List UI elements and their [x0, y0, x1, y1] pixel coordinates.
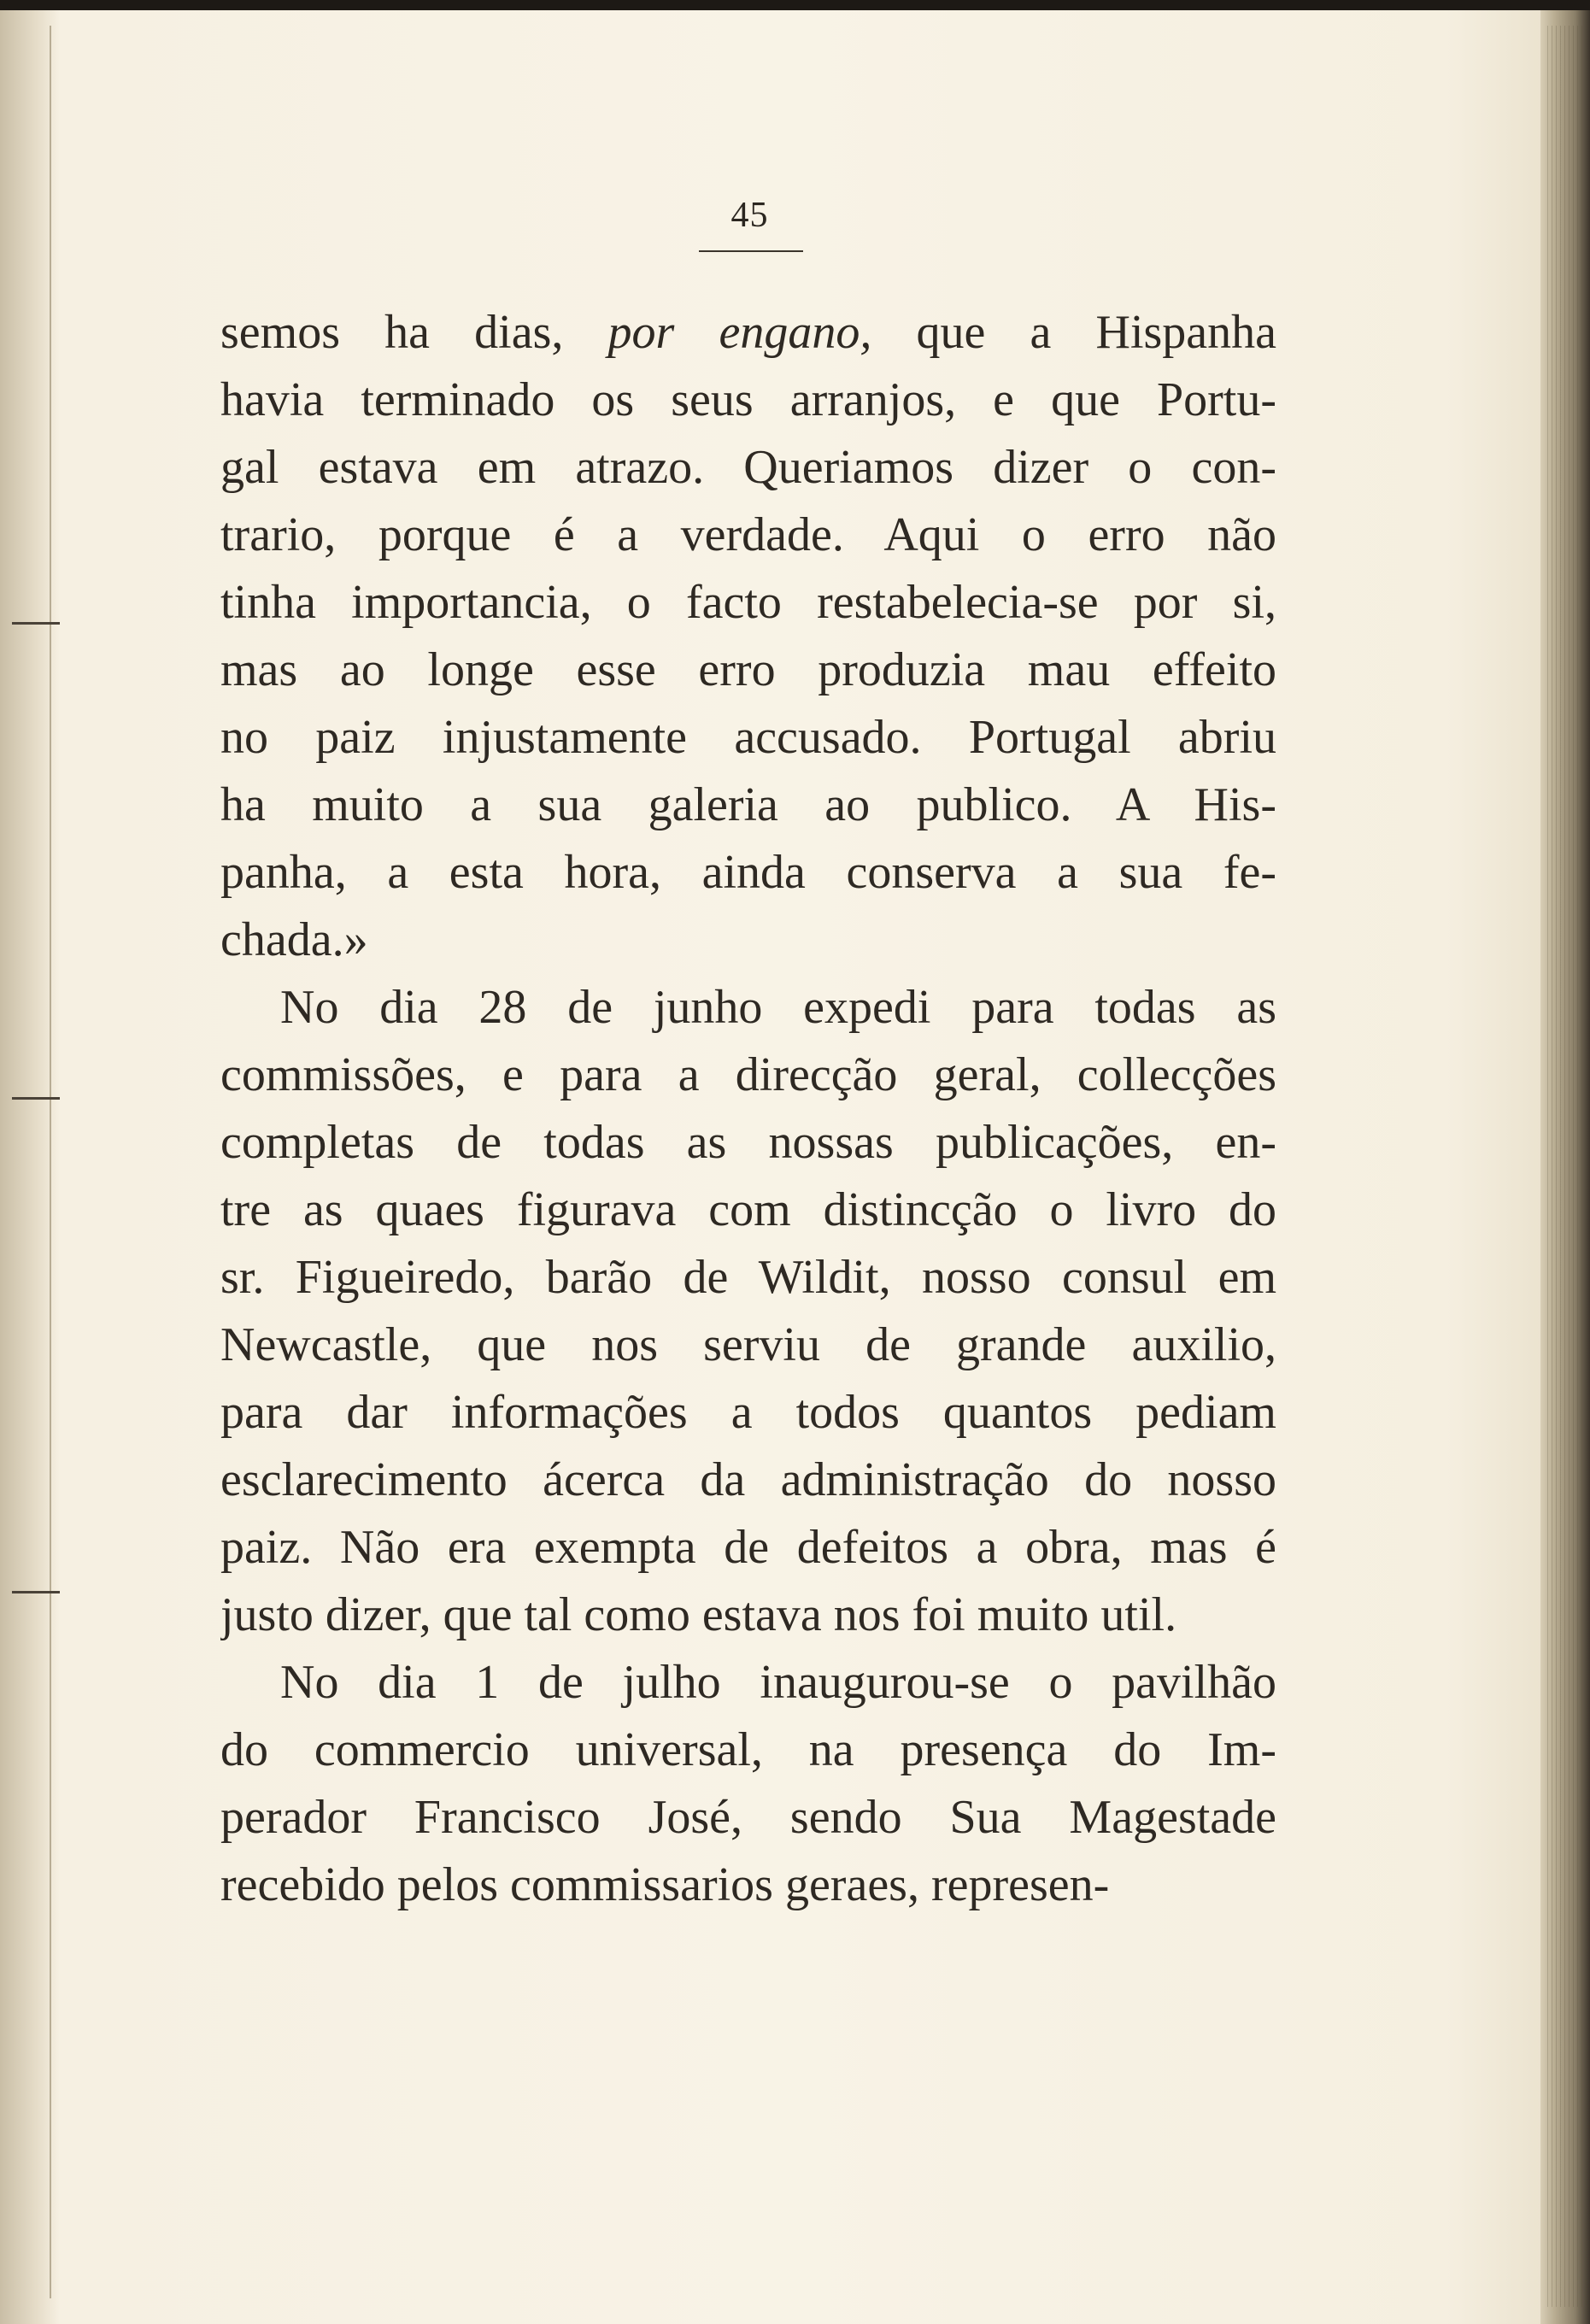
- text-line: sr. Figueiredo, barão de Wildit, nosso consul em: [220, 1251, 1276, 1304]
- text-line: chada.»: [220, 913, 368, 966]
- text-line: commissões, e para a direcção geral, collecções: [220, 1048, 1276, 1101]
- text-line: trario, porque é a verdade. Aqui o erro não: [220, 508, 1276, 561]
- text-line: no paiz injustamente accusado. Portugal abriu: [220, 711, 1276, 764]
- text-line: ha muito a sua galeria ao publico. A His-: [220, 778, 1276, 831]
- page-stack-edges: [1547, 26, 1583, 2307]
- text-line: para dar informações a todos quantos pediam: [220, 1386, 1276, 1439]
- italic-phrase: por engano,: [607, 306, 872, 359]
- margin-tick-mark: [12, 1591, 60, 1593]
- text-line: Newcastle, que nos serviu de grande auxilio,: [220, 1318, 1276, 1371]
- paragraph: [220, 299, 1276, 974]
- text-line: gal estava em atrazo. Queriamos dizer o con-: [220, 441, 1276, 494]
- text-line: recebido pelos commissarios geraes, represen-: [220, 1858, 1110, 1911]
- text-line: esclarecimento ácerca da administração do nosso: [220, 1453, 1276, 1506]
- text-line: mas ao longe esse erro produzia mau effeito: [220, 643, 1276, 696]
- text-line: perador Francisco José, sendo Sua Magestade: [220, 1791, 1276, 1844]
- header-rule: [699, 250, 803, 252]
- text-line: completas de todas as nossas publicações, en-: [220, 1116, 1276, 1169]
- text-line: havia terminado os seus arranjos, e que Portu-: [220, 373, 1276, 426]
- text-line: tre as quaes figurava com distincção o livro do: [220, 1183, 1276, 1236]
- text-line: paiz. Não era exempta de defeitos a obra, mas é: [220, 1521, 1276, 1574]
- margin-tick-mark: [12, 622, 60, 625]
- gutter-crease: [50, 26, 51, 2298]
- text-line: justo dizer, que tal como estava nos foi muito util.: [220, 1588, 1177, 1641]
- text-line: No dia 28 de junho expedi para todas as: [280, 981, 1276, 1034]
- text-line: do commercio universal, na presença do Im-: [220, 1723, 1276, 1776]
- text-line: semos ha dias, por engano, que a Hispanha: [220, 306, 1276, 359]
- margin-tick-mark: [12, 1097, 60, 1100]
- body-text: [220, 299, 1276, 1919]
- text-line: No dia 1 de julho inaugurou-se o pavilhão: [280, 1656, 1276, 1709]
- text-line: tinha importancia, o facto restabelecia-se por si,: [220, 576, 1276, 629]
- paragraph: [220, 974, 1276, 1649]
- paragraph: [220, 1649, 1276, 1919]
- page-number: 45: [730, 196, 769, 235]
- text-line: panha, a esta hora, ainda conserva a sua fe-: [220, 846, 1276, 899]
